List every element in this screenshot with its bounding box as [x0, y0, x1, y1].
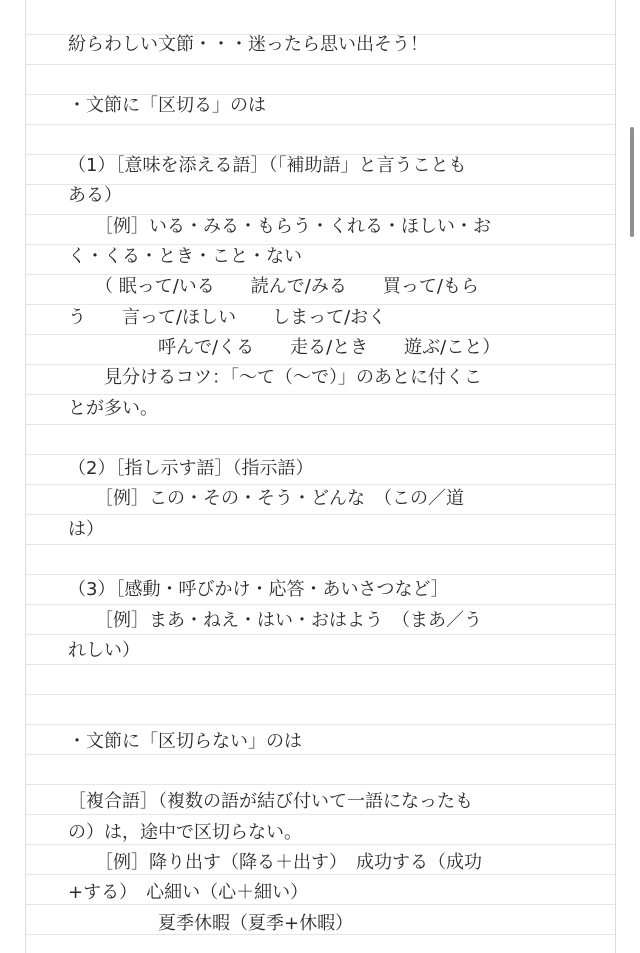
note-line: う 言って/ほしい しまって/おく — [68, 306, 387, 328]
note-line: ［例］降り出す（降る＋出す） 成功する（成功 — [68, 852, 482, 874]
note-line: とが多い。 — [68, 397, 158, 419]
note-line — [68, 545, 568, 575]
note-line: ［例］この・その・そう・どんな （この／道 — [68, 488, 464, 510]
note-line: ある） — [68, 185, 122, 207]
note-line: （2）［指し示す語］（指示語） — [68, 458, 314, 480]
note-line: ［例］いる・みる・もらう・くれる・ほしい・お — [68, 215, 491, 237]
note-line: （1）［意味を添える語］（「補助語」と言うことも — [68, 155, 467, 177]
note-line: く・くる・とき・こと・ない — [68, 246, 302, 268]
note-line: ・文節に「区切らない」のは — [68, 730, 302, 752]
note-line: ［複合語］（複数の語が結び付いて一語になったも — [68, 791, 473, 813]
note-line: 呼んで/くる 走る/とき 遊ぶ/こと） — [68, 336, 501, 358]
note-line — [68, 757, 568, 787]
note-line: 紛らわしい文節・・・迷ったら思い出そう！ — [68, 34, 428, 55]
note-line: +する） 心細い（心＋細い） — [68, 882, 309, 904]
note-line: ［例］まあ・ねえ・はい・おはよう （まあ／う — [68, 609, 482, 631]
note-line: れしい） — [68, 639, 140, 661]
note-line: の）は，途中で区切らない。 — [68, 821, 302, 843]
note-body[interactable] — [68, 30, 568, 939]
note-line: （ 眠って/いる 読んで/みる 買って/もら — [68, 276, 479, 298]
note-line: 夏季休暇（夏季+休暇） — [68, 912, 354, 934]
vertical-scrollbar[interactable] — [630, 127, 634, 237]
note-line: は） — [68, 518, 104, 540]
note-line — [68, 60, 568, 90]
note-line: （3）［感動・呼びかけ・応答・あいさつなど］ — [68, 579, 449, 601]
note-line: ・文節に「区切る」のは — [68, 94, 266, 116]
note-line — [68, 666, 568, 696]
note-line — [68, 697, 568, 727]
note-line: 見分けるコツ：「〜て（〜で）」のあとに付くこ — [68, 367, 482, 389]
note-line — [68, 121, 568, 151]
note-line — [68, 424, 568, 454]
